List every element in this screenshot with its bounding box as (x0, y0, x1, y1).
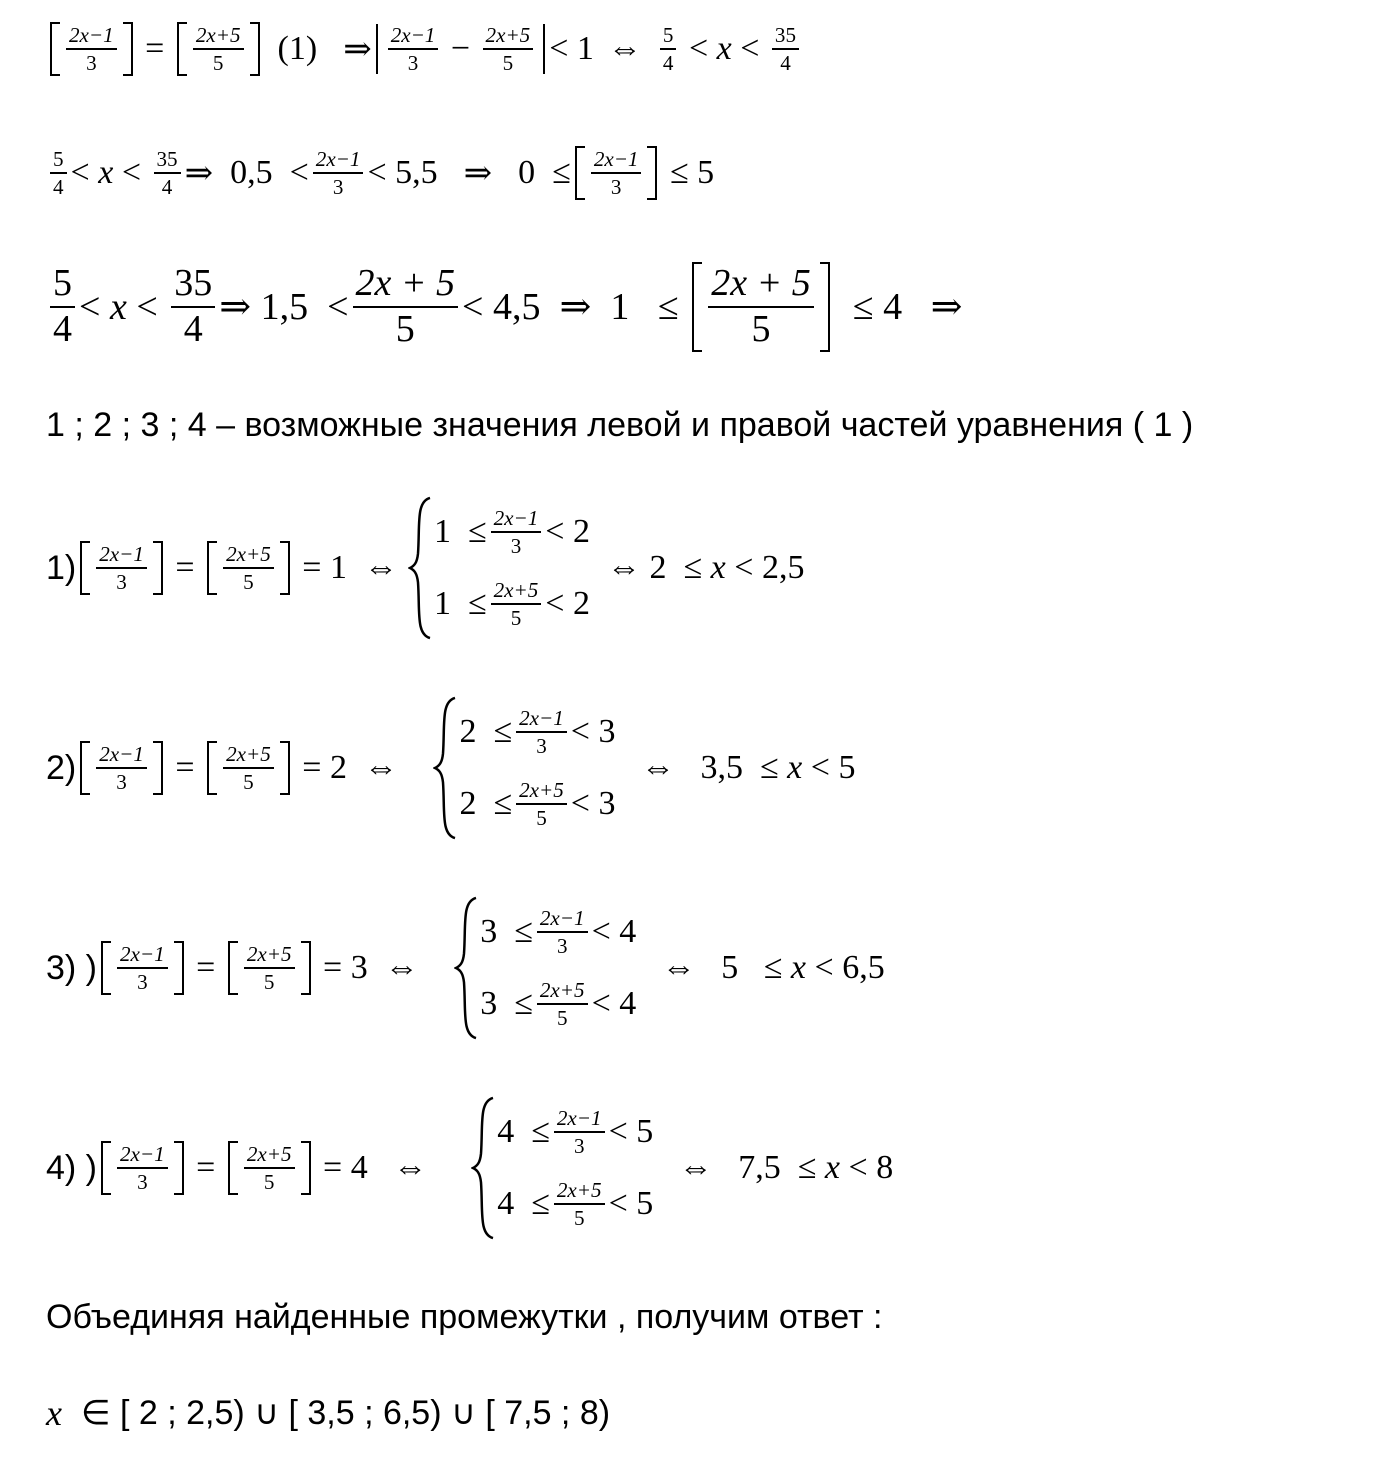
system-brace: 1 ≤ $\frac{2x-1}{3}$ < 2 1 ≤ $\frac{2x+5}{5}$ < 2 (408, 496, 590, 640)
case-4: 4) ) $\frac{2x-1}{3}$ = $\frac{2x+5}{5}$ = 4 ⇔ 4 ≤ $\frac{2x-1}{3}$ < 5 4 ≤ $\frac{2x+5}{5}$ < 5 ⇔ 7,5 ≤ x < 8 (46, 1096, 893, 1240)
absolute-value: $\frac{2x-1}{3}$ − $\frac{2x+5}{5}$ (376, 24, 546, 74)
equation-label: (1) (277, 30, 318, 68)
line-3: $\frac{5}{4}$ < x < $\frac{35}{4}$ ⇒ 1,5 < $\frac{2x + 5}{5}$ < 4,5 ⇒ 1 ≤ $\frac{2x + 5}{5}$ ≤ 4 ⇒ (46, 262, 962, 352)
case-2: 2) $\frac{2x-1}{3}$ = $\frac{2x+5}{5}$ = 2 ⇔ 2 ≤ $\frac{2x-1}{3}$ < 3 2 ≤ $\frac{2x+5}{5}$ < 3 ⇔ 3,5 ≤ x < 5 (46, 696, 855, 840)
line-2: $\frac{5}{4}$ < x < $\frac{35}{4}$ ⇒ 0,5 < $\frac{2x-1}{3}$ < 5,5 ⇒ 0 ≤ $\frac{2x-1}{3}$ ≤ 5 (46, 146, 714, 200)
answer-set: ∈ [ 2 ; 2,5) ∪ [ 3,5 ; 6,5) ∪ [ 7,5 ; 8) (80, 1394, 611, 1432)
answer-line: x ∈ [ 2 ; 2,5) ∪ [ 3,5 ; 6,5) ∪ [ 7,5 ; 8) (46, 1393, 611, 1433)
conclusion-text: Объединяя найденные промежутки , получим ответ : (46, 1298, 883, 1336)
floor-right: $\frac{2x+5}{5}$ (177, 22, 260, 76)
case-1: 1) $\frac{2x-1}{3}$ = $\frac{2x+5}{5}$ = 1 ⇔ 1 ≤ $\frac{2x-1}{3}$ < 2 1 ≤ $\frac{2x+5}{5}$ < 2 ⇔ 2 ≤ x < 2,5 (46, 496, 804, 640)
case-3: 3) ) $\frac{2x-1}{3}$ = $\frac{2x+5}{5}$ = 3 ⇔ 3 ≤ $\frac{2x-1}{3}$ < 4 3 ≤ $\frac{2x+5}{5}$ < 4 ⇔ 5 ≤ x < 6,5 (46, 896, 885, 1040)
floor-left: $\frac{2x-1}{3}$ (50, 22, 133, 76)
values-note: 1 ; 2 ; 3 ; 4 – возможные значения левой и правой частей уравнения ( 1 ) (46, 406, 1194, 444)
line-1: $\frac{2x-1}{3}$ = $\frac{2x+5}{5}$ (1) ⇒ $\frac{2x-1}{3}$ − $\frac{2x+5}{5}$ < 1 ⇔ $\frac{5}{4}$ < x < $\frac{35}{4}$ (46, 22, 803, 76)
